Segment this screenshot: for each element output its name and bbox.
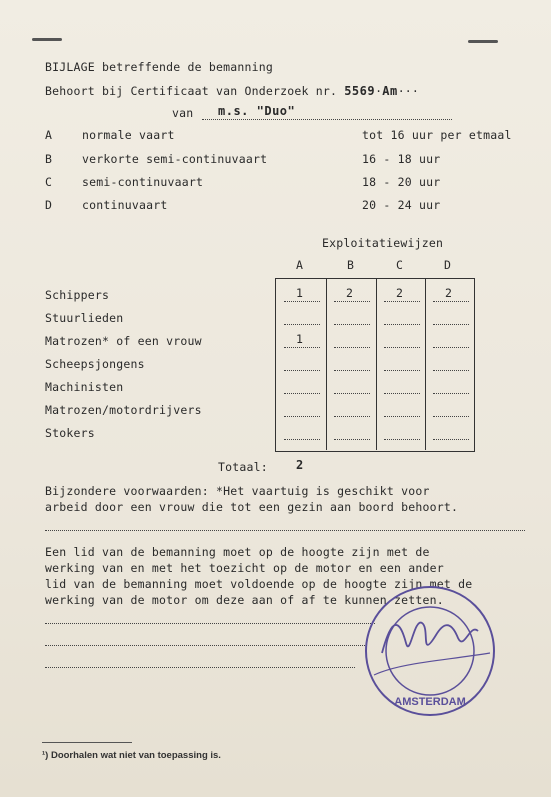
- cell-dotted-line: [334, 416, 370, 417]
- cell-dotted-line: [284, 347, 320, 348]
- special-conditions-line: arbeid door een vrouw die tot een gezin aan boord behoort.: [45, 500, 459, 514]
- column-header-b: B: [347, 258, 355, 272]
- dotted-line: [45, 623, 375, 624]
- cell-dotted-line: [433, 393, 469, 394]
- cell-dotted-line: [384, 324, 420, 325]
- crew-table-frame: [275, 278, 475, 452]
- column-header-c: C: [396, 258, 404, 272]
- cell-dotted-line: [334, 439, 370, 440]
- certificate-line: Behoort bij Certificaat van Onderzoek nr. 5569·Am···: [45, 84, 420, 98]
- cell-dotted-line: [433, 439, 469, 440]
- certificate-number: 5569: [344, 84, 376, 98]
- row-label: Matrozen/motordrijvers: [45, 403, 202, 417]
- cell-dotted-line: [284, 301, 320, 302]
- table-cell: 2: [445, 286, 453, 300]
- dotted-line: [45, 530, 525, 531]
- vessel-name: m.s. "Duo": [218, 104, 296, 118]
- column-header-a: A: [296, 258, 304, 272]
- cell-dotted-line: [284, 370, 320, 371]
- cell-dotted-line: [334, 370, 370, 371]
- signature-scribble: [382, 623, 478, 653]
- mode-hours: 20 - 24 uur: [362, 198, 441, 212]
- row-label: Schippers: [45, 288, 110, 302]
- footnote-rule: [42, 742, 132, 743]
- cell-dotted-line: [433, 370, 469, 371]
- column-divider: [425, 278, 426, 450]
- row-label: Machinisten: [45, 380, 124, 394]
- document-title: BIJLAGE betreffende de bemanning: [45, 60, 273, 74]
- mode-name: normale vaart: [82, 128, 175, 142]
- cell-dotted-line: [433, 324, 469, 325]
- cell-dotted-line: [334, 301, 370, 302]
- row-label: Scheepsjongens: [45, 357, 145, 371]
- column-divider: [326, 278, 327, 450]
- table-cell: 1: [296, 286, 304, 300]
- mode-name: continuvaart: [82, 198, 168, 212]
- cell-dotted-line: [384, 439, 420, 440]
- total-label: Totaal:: [218, 460, 268, 474]
- stamp-ink: [366, 587, 494, 715]
- cell-dotted-line: [334, 393, 370, 394]
- cell-dotted-line: [433, 301, 469, 302]
- cell-dotted-line: [284, 416, 320, 417]
- cell-dotted-line: [284, 324, 320, 325]
- mode-letter: A: [45, 128, 53, 142]
- column-divider: [376, 278, 377, 450]
- mode-letter: C: [45, 175, 53, 189]
- staple-mark-right: [468, 40, 498, 43]
- cell-dotted-line: [433, 347, 469, 348]
- mode-name: semi-continuvaart: [82, 175, 204, 189]
- paragraph-line: Een lid van de bemanning moet op de hoogte zijn met de: [45, 545, 430, 559]
- cell-dotted-line: [433, 416, 469, 417]
- certificate-prefix: Behoort bij Certificaat van Onderzoek nr.: [45, 84, 338, 98]
- paragraph-line: werking van en met het toezicht op de motor en een ander: [45, 561, 444, 575]
- paragraph-line: werking van de motor om deze aan of af te kunnen zetten.: [45, 593, 444, 607]
- mode-name: verkorte semi-continuvaart: [82, 152, 268, 166]
- dotted-line: [45, 667, 355, 668]
- column-header-d: D: [444, 258, 452, 272]
- stamp-city: AMSTERDAM: [394, 696, 466, 708]
- mode-letter: B: [45, 152, 53, 166]
- staple-mark-left: [32, 38, 62, 41]
- total-value: 2: [296, 458, 304, 472]
- cell-dotted-line: [384, 301, 420, 302]
- cell-dotted-line: [384, 370, 420, 371]
- row-label: Stokers: [45, 426, 95, 440]
- footnote: ¹) Doorhalen wat niet van toepassing is.: [42, 750, 221, 761]
- cell-dotted-line: [334, 347, 370, 348]
- table-heading: Exploitatiewijzen: [322, 236, 444, 250]
- mode-hours: 18 - 20 uur: [362, 175, 441, 189]
- official-stamp: [350, 583, 510, 723]
- row-label: Matrozen* of een vrouw: [45, 334, 202, 348]
- mode-hours: 16 - 18 uur: [362, 152, 441, 166]
- vessel-prefix: van: [172, 106, 194, 120]
- dotted-line: [45, 645, 365, 646]
- vessel-dotted-line: [202, 119, 452, 120]
- table-cell: 1: [296, 332, 304, 346]
- stamp-inner-ring: [386, 607, 474, 695]
- mode-hours: tot 16 uur per etmaal: [362, 128, 512, 142]
- cell-dotted-line: [284, 439, 320, 440]
- certificate-suffix: Am: [382, 84, 398, 98]
- special-conditions-line: Bijzondere voorwaarden: *Het vaartuig is geschikt voor: [45, 484, 430, 498]
- row-label: Stuurlieden: [45, 311, 124, 325]
- table-cell: 2: [346, 286, 354, 300]
- table-cell: 2: [396, 286, 404, 300]
- paragraph-line: lid van de bemanning moet voldoende op de hoogte zijn met de: [45, 577, 473, 591]
- cell-dotted-line: [284, 393, 320, 394]
- cell-dotted-line: [334, 324, 370, 325]
- cell-dotted-line: [384, 393, 420, 394]
- cell-dotted-line: [384, 416, 420, 417]
- mode-letter: D: [45, 198, 53, 212]
- cell-dotted-line: [384, 347, 420, 348]
